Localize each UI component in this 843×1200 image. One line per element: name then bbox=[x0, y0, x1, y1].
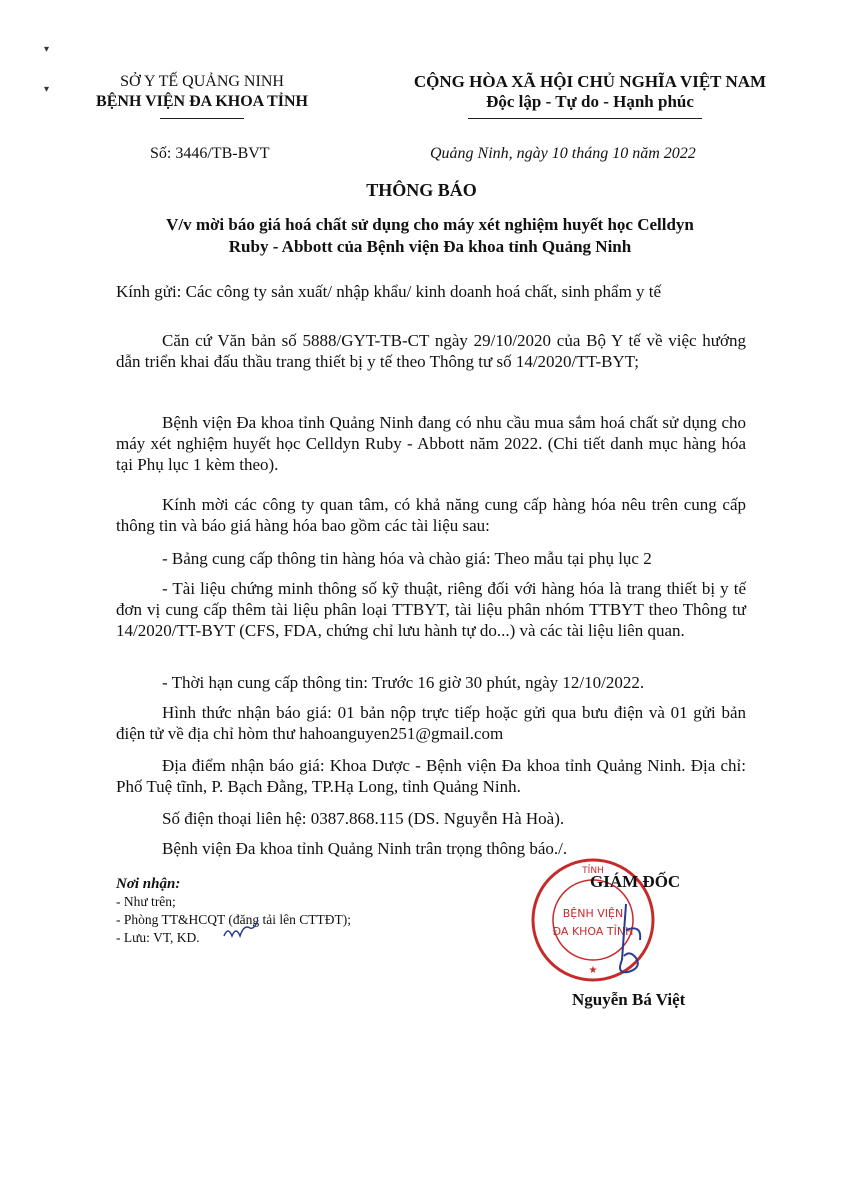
org-line-1: SỞ Y TẾ QUẢNG NINH bbox=[120, 73, 284, 90]
paragraph: Bệnh viện Đa khoa tỉnh Quảng Ninh đang có nhu cầu mua sắm hoá chất sử dụng cho máy xét nghiệm huyết học Celldyn Ruby - Abbott năm 2022. (Chi tiết danh mục hàng hóa tại Phụ lục 1 kèm theo). bbox=[116, 413, 746, 474]
org-underline bbox=[160, 118, 244, 119]
signature bbox=[596, 900, 656, 980]
document-number: Số: 3446/TB-BVT bbox=[150, 145, 270, 162]
document-subject: V/v mời báo giá hoá chất sử dụng cho máy xét nghiệm huyết học Celldyn Ruby - Abbott của Bệnh viện Đa khoa tỉnh Quảng Ninh bbox=[166, 215, 694, 256]
seal-top-text: TỈNH bbox=[582, 866, 604, 876]
org-line-2: BỆNH VIỆN ĐA KHOA TỈNH bbox=[96, 93, 308, 110]
national-header bbox=[380, 72, 800, 112]
scan-mark: ▾ bbox=[44, 84, 50, 95]
paragraph: - Thời hạn cung cấp thông tin: Trước 16 giờ 30 phút, ngày 12/10/2022. bbox=[162, 673, 645, 692]
paragraph: Kính mời các công ty quan tâm, có khả năng cung cấp hàng hóa nêu trên cung cấp thông tin và báo giá hàng hóa bao gồm các tài liệu sau: bbox=[116, 495, 746, 535]
document-title: THÔNG BÁO bbox=[366, 180, 477, 200]
place-date: Quảng Ninh, ngày 10 tháng 10 năm 2022 bbox=[430, 145, 696, 162]
scan-mark: ▾ bbox=[44, 44, 50, 55]
nation-line-2: Độc lập - Tự do - Hạnh phúc bbox=[486, 92, 694, 111]
paragraph: Địa điểm nhận báo giá: Khoa Dược - Bệnh viện Đa khoa tỉnh Quảng Ninh. Địa chỉ: Phố Tuệ tĩnh, P. Bạch Đằng, TP.Hạ Long, tỉnh Quảng Ninh. bbox=[116, 756, 746, 796]
seal-line-2: ĐA KHOA TỈNH bbox=[552, 925, 634, 938]
paragraph: - Tài liệu chứng minh thông số kỹ thuật, riêng đối với hàng hóa là trang thiết bị y tế đơn vị cung cấp thêm tài liệu phân loại TTBYT, tài liệu phân nhóm TTBYT theo Thông tư 14/2020/TT-BYT (CFS, FDA, chứng chỉ lưu hành tự do...) và các tài liệu liên quan. bbox=[116, 579, 746, 640]
seal-star-icon: ★ bbox=[588, 965, 598, 976]
paragraph: Căn cứ Văn bản số 5888/GYT-TB-CT ngày 29/10/2020 của Bộ Y tế về việc hướng dẫn triển khai đấu thầu trang thiết bị y tế theo Thông tư số 14/2020/TT-BYT; bbox=[116, 331, 746, 371]
paragraph: Số điện thoại liên hệ: 0387.868.115 (DS. Nguyễn Hà Hoà). bbox=[162, 809, 565, 828]
initials-scribble bbox=[222, 918, 262, 942]
recipients-block bbox=[116, 875, 446, 947]
signer-title: GIÁM ĐỐC bbox=[590, 872, 681, 891]
seal-line-1: BỆNH VIỆN bbox=[562, 907, 624, 920]
recipients-item: - Như trên; bbox=[116, 894, 176, 909]
recipients-heading: Nơi nhận: bbox=[116, 876, 181, 892]
paragraph: Hình thức nhận báo giá: 01 bản nộp trực tiếp hoặc gửi qua bưu điện và 01 gửi bản điện tử về địa chỉ hòm thư hahoanguyen251@gmail.com bbox=[116, 703, 746, 743]
motto-underline bbox=[468, 118, 702, 119]
signer-name: Nguyễn Bá Việt bbox=[572, 990, 686, 1009]
recipients-item: - Phòng TT&HCQT (đăng tải lên CTTĐT); bbox=[116, 912, 351, 927]
nation-line-1: CỘNG HÒA XÃ HỘI CHỦ NGHĨA VIỆT NAM bbox=[413, 72, 767, 91]
paragraph: - Bảng cung cấp thông tin hàng hóa và chào giá: Theo mẫu tại phụ lục 2 bbox=[162, 549, 652, 568]
paragraph: Bệnh viện Đa khoa tỉnh Quảng Ninh trân trọng thông báo./. bbox=[162, 839, 568, 858]
recipient-line: Kính gửi: Các công ty sản xuất/ nhập khẩu/ kinh doanh hoá chất, sinh phẩm y tế bbox=[116, 282, 662, 301]
organization-header bbox=[92, 72, 312, 112]
recipients-item: - Lưu: VT, KD. bbox=[116, 930, 200, 945]
